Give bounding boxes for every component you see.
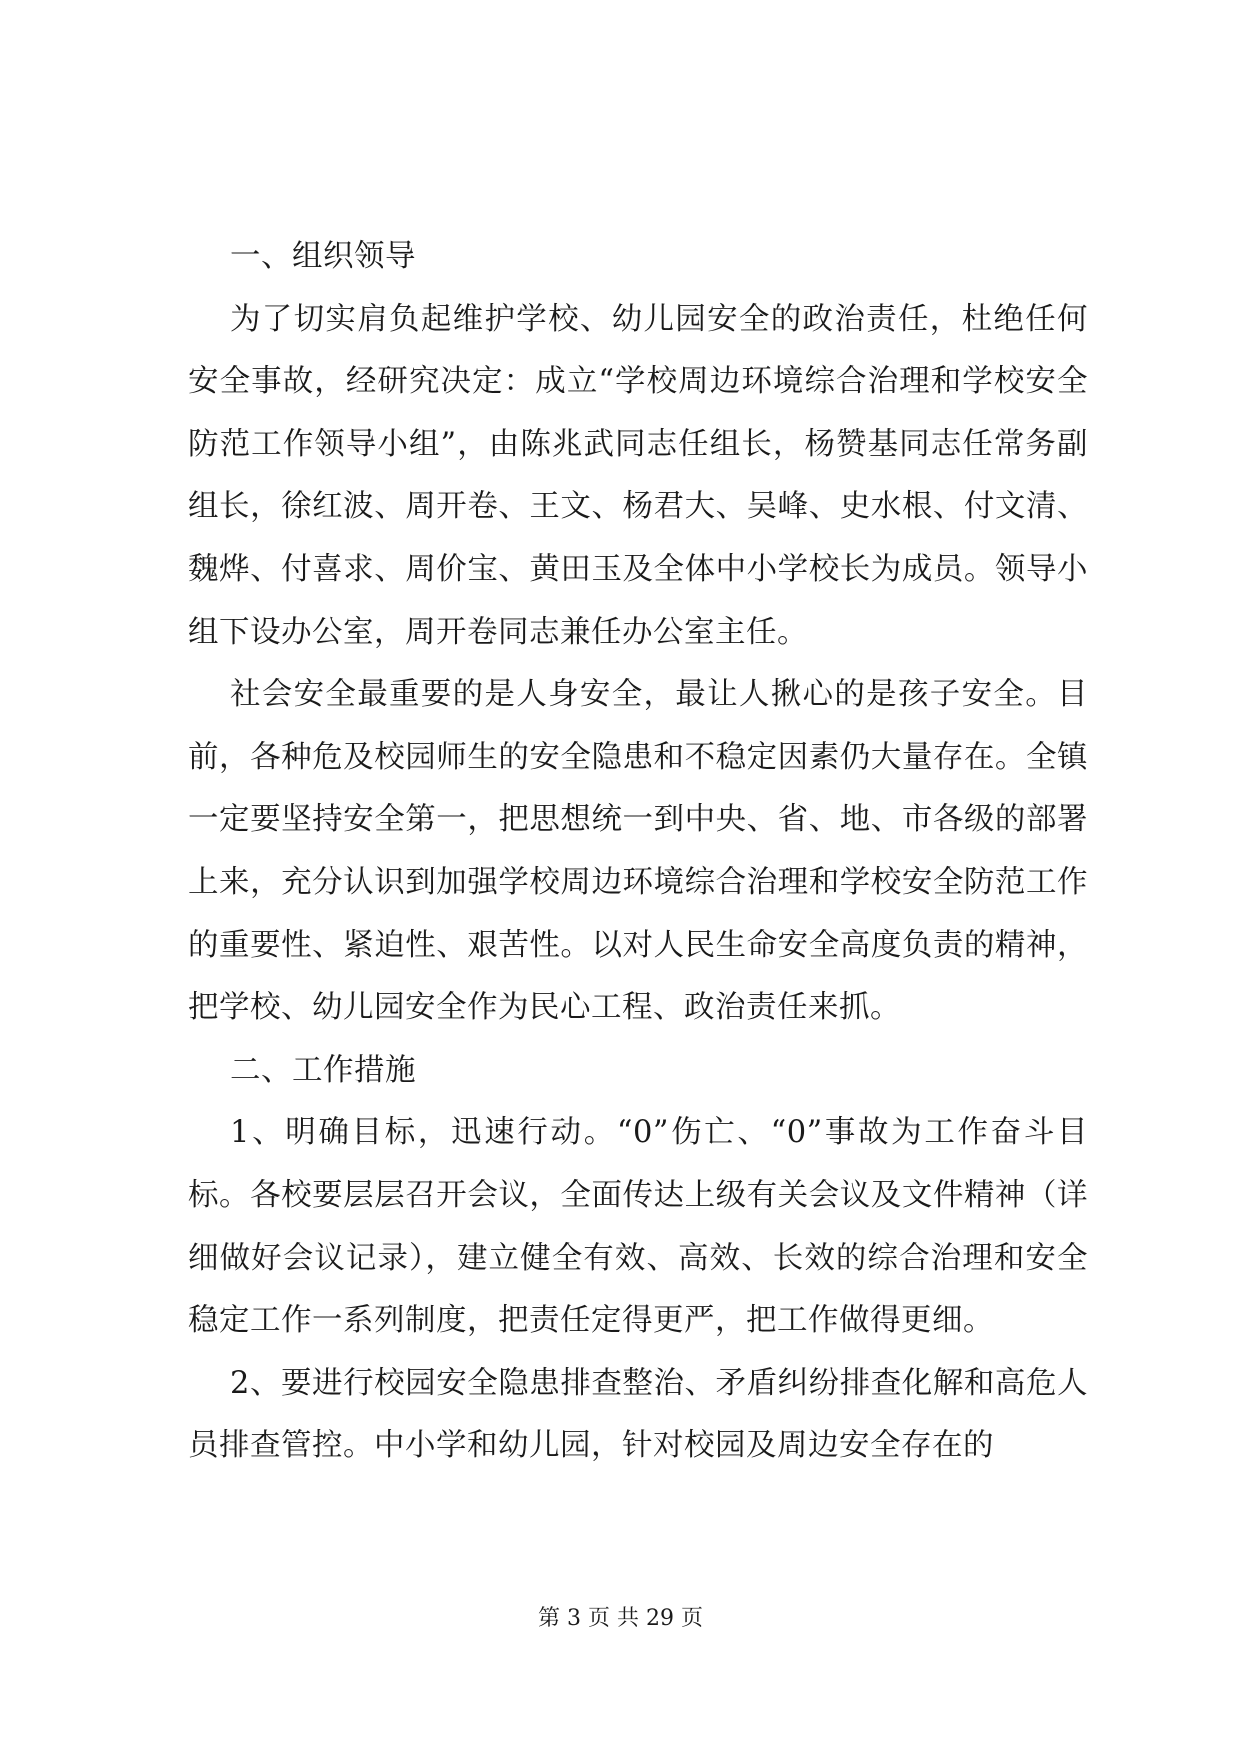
document-body [188,226,1088,1478]
page-number-label: 第 3 页 共 29 页 [538,1606,703,1631]
section-heading-measures: 二、工作措施 [230,1052,416,1088]
paragraph-leadership-group: 为了切实肩负起维护学校、幼儿园安全的政治责任，杜绝任何安全事故，经研究决定：成立“学校周边环境综合治理和学校安全防范工作领导小组”，由陈兆武同志任组长，杨赞基同志任常务副组长，徐红波、周开卷、王文、杨君大、吴峰、史水根、付文清、魏烨、付喜求、周价宝、黄田玉及全体中小学校长为成员。领导小组下设办公室，周开卷同志兼任办公室主任。 [188,301,1088,650]
paragraph-measure-2: 2、要进行校园安全隐患排查整治、矛盾纠纷排查化解和高危人员排查管控。中小学和幼儿园，针对校园及周边安全存在的 [188,1365,1088,1464]
page-footer [0,1604,1241,1634]
paragraph-measure-1: 1、明确目标，迅速行动。“0”伤亡、“0”事故为工作奋斗目标。各校要层层召开会议，全面传达上级有关会议及文件精神（详细做好会议记录），建立健全有效、高效、长效的综合治理和安全稳定工作一系列制度，把责任定得更严，把工作做得更细。 [188,1115,1088,1339]
paragraph-safety-importance: 社会安全最重要的是人身安全，最让人揪心的是孩子安全。目前，各种危及校园师生的安全隐患和不稳定因素仍大量存在。全镇一定要坚持安全第一，把思想统一到中央、省、地、市各级的部署上来，充分认识到加强学校周边环境综合治理和学校安全防范工作的重要性、紧迫性、艰苦性。以对人民生命安全高度负责的精神，把学校、幼儿园安全作为民心工程、政治责任来抓。 [188,677,1088,1026]
section-heading-organization: 一、组织领导 [230,239,416,274]
